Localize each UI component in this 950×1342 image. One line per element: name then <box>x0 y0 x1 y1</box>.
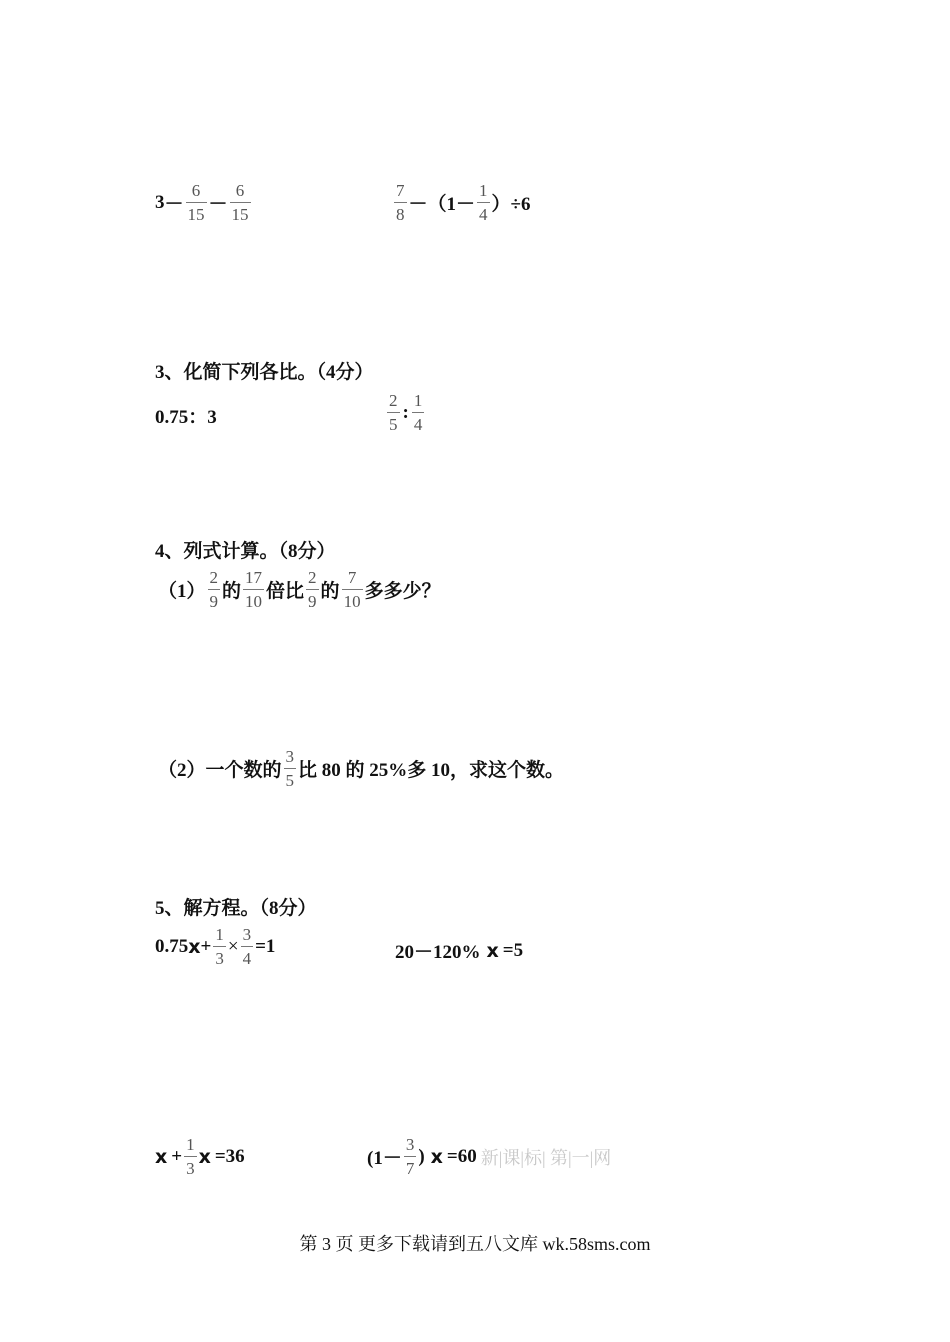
minus-sign: － <box>408 194 428 215</box>
calc-left <box>155 182 253 223</box>
question-2 <box>158 748 564 789</box>
fraction <box>394 182 407 223</box>
calc-right <box>392 182 530 223</box>
numerator: 1 <box>215 925 224 944</box>
fraction <box>184 1136 197 1177</box>
fraction <box>387 392 400 433</box>
denominator: 9 <box>208 589 221 610</box>
variable-x: x <box>198 1145 211 1168</box>
paren-close: ) <box>418 1145 425 1167</box>
section5-heading-text: 5、解方程。（8分） <box>155 898 317 919</box>
equation-2 <box>395 937 523 964</box>
plus-sign: + <box>200 935 212 957</box>
plus-sign: + <box>171 1145 183 1167</box>
variable-x: x <box>155 1145 168 1168</box>
fraction <box>213 926 226 967</box>
denominator: 3 <box>213 946 226 967</box>
paren-open: （1－ <box>427 194 476 215</box>
denominator: 4 <box>412 412 425 433</box>
fraction <box>404 1136 417 1177</box>
numerator: 7 <box>347 568 357 587</box>
numerator: 3 <box>285 747 295 766</box>
fraction <box>412 392 425 433</box>
question-1-text: 倍比 <box>266 581 305 602</box>
paren-open: (1－ <box>367 1148 402 1169</box>
denominator: 4 <box>241 946 254 967</box>
fraction <box>186 182 207 223</box>
denominator: 5 <box>284 768 297 789</box>
fraction <box>284 748 297 789</box>
denominator: 7 <box>404 1156 417 1177</box>
section4-heading-text: 4、列式计算。（8分） <box>155 541 336 562</box>
denominator: 15 <box>230 202 251 223</box>
section5-heading <box>155 893 317 920</box>
ratio-colon: : <box>402 401 409 423</box>
denominator: 5 <box>387 412 400 433</box>
minus-sign: － <box>208 194 228 215</box>
denominator: 8 <box>394 202 407 223</box>
paren-close: ）÷6 <box>491 194 531 215</box>
section3-heading <box>155 357 374 384</box>
numerator: 2 <box>389 391 398 410</box>
question-2-prefix: （2）一个数的 <box>158 760 282 781</box>
question-1 <box>158 569 441 610</box>
eq-result: =5 <box>502 939 524 961</box>
numerator: 6 <box>235 181 245 200</box>
eq-coefficient: 0.75 <box>155 935 189 957</box>
numerator: 2 <box>308 568 317 587</box>
numerator: 17 <box>245 568 263 587</box>
equation-1 <box>155 926 275 967</box>
denominator: 15 <box>186 202 207 223</box>
question-1-prefix: （1） <box>158 581 206 602</box>
numerator: 3 <box>405 1135 415 1154</box>
question-1-text: 的 <box>222 581 242 602</box>
section4-heading <box>155 536 336 563</box>
fraction <box>477 182 490 223</box>
fraction <box>230 182 251 223</box>
page-footer <box>0 1230 950 1256</box>
denominator: 4 <box>477 202 490 223</box>
denominator: 10 <box>342 589 363 610</box>
section3-heading-text: 3、化简下列各比。（4分） <box>155 362 374 383</box>
eq-result: =60 <box>446 1145 477 1167</box>
denominator: 10 <box>243 589 264 610</box>
fraction <box>342 569 363 610</box>
watermark-text: 新|课|标| 第|一|网 <box>480 1147 612 1168</box>
equation-3 <box>155 1136 245 1177</box>
eq-left: 20－120% <box>395 942 481 963</box>
ratio-item-1-text: 0.75：3 <box>155 407 217 428</box>
numerator: 1 <box>413 391 423 410</box>
variable-x: x <box>430 1145 443 1168</box>
fraction <box>306 569 319 610</box>
fraction <box>208 569 221 610</box>
eq-result: =1 <box>255 935 276 957</box>
footer-text: 第 3 页 更多下载请到五八文库 wk.58sms.com <box>299 1234 651 1254</box>
numerator: 6 <box>191 181 201 200</box>
variable-x: x <box>486 939 499 962</box>
calc-left-whole: 3 <box>155 191 165 213</box>
denominator: 3 <box>184 1156 197 1177</box>
numerator: 7 <box>396 181 405 200</box>
numerator: 2 <box>209 568 219 587</box>
ratio-item-1 <box>155 402 217 429</box>
question-1-text: 多多少？ <box>364 581 441 602</box>
fraction <box>243 569 264 610</box>
eq-result: =36 <box>214 1145 245 1167</box>
numerator: 3 <box>242 925 252 944</box>
numerator: 1 <box>186 1135 195 1154</box>
numerator: 1 <box>479 181 488 200</box>
question-2-suffix: 比 80 的 25%多 10，求这个数。 <box>298 760 565 781</box>
times-sign: × <box>227 935 239 957</box>
minus-sign: － <box>164 194 184 215</box>
question-1-text: 的 <box>320 581 340 602</box>
fraction <box>241 926 254 967</box>
ratio-item-2 <box>385 392 426 433</box>
equation-4 <box>367 1136 611 1177</box>
variable-x: x <box>188 935 201 958</box>
denominator: 9 <box>306 589 319 610</box>
